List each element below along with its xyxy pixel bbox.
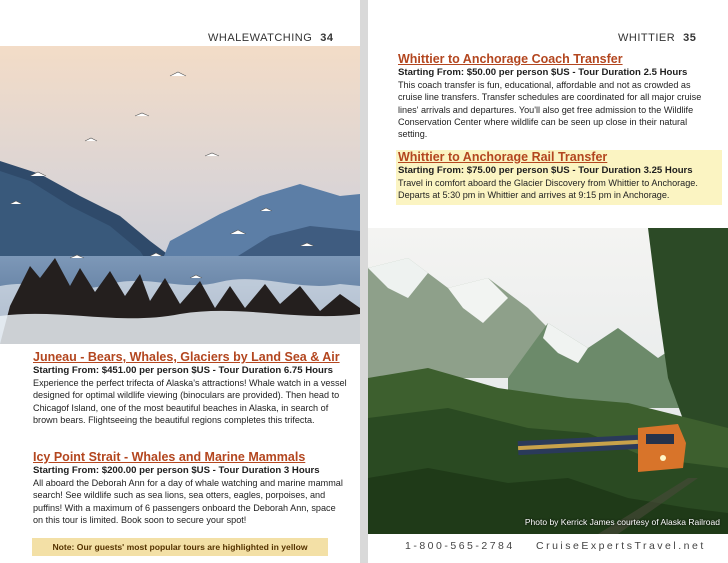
tour-details: Starting From: $200.00 per person $US - Tour Duration 3 Hours [33,465,320,476]
tour-details: Starting From: $50.00 per person $US - Tour Duration 2.5 Hours [398,67,688,78]
tour-title[interactable]: Icy Point Strait - Whales and Marine Mammals [33,450,306,464]
tour-title[interactable]: Juneau - Bears, Whales, Glaciers by Land Sea & Air [33,350,340,364]
section-title: WHALEWATCHING [208,32,313,44]
left-page [0,0,360,563]
right-page [368,0,728,563]
page-gutter [360,0,368,563]
train-photo [368,228,728,534]
tour-juneau [33,350,348,426]
tour-description: This coach transfer is fun, educational, affordable and not as crowded as cruise line transfers. Transfer schedules are coordinated for all major cruise lines' arrivals and departures. You'll also get free admission to the Wildlife Conservation Center where wildlife can be seen up close in their natural setting. [398,80,702,140]
phone-number[interactable]: 1-800-565-2784 [405,540,515,552]
page-number: 35 [683,32,697,44]
section-title: WHITTIER [618,32,676,44]
tour-icy-point [33,450,348,526]
photo-credit: Photo by Kerrick James courtesy of Alaska Railroad [524,517,720,527]
tour-description: Experience the perfect trifecta of Alaska's attractions! Whale watch in a vessel designed for optimal wildlife viewing (binoculars are provided). Then head to Chicagof Island, one of the most beautiful beaches in Alaska, in search of brown bears. Flightseeing the beautiful regions completes this trifecta. [33,378,347,425]
right-page-header [618,32,696,44]
left-page-header [208,32,334,44]
tour-description: Travel in comfort aboard the Glacier Discovery from Whittier to Anchorage. Departs at 5:30 pm in Whittier and arrives at 9:15 pm in Anchorage. [398,178,698,201]
website-link[interactable]: CruiseExpertsTravel.net [536,540,706,552]
popular-tours-note: Note: Our guests' most popular tours are highlighted in yellow [32,538,328,556]
whale-photo [0,46,360,344]
tour-rail-transfer [396,150,722,205]
tour-title[interactable]: Whittier to Anchorage Rail Transfer [398,150,608,164]
tour-title[interactable]: Whittier to Anchorage Coach Transfer [398,52,623,66]
tour-details: Starting From: $451.00 per person $US - Tour Duration 6.75 Hours [33,365,333,376]
tour-description: All aboard the Deborah Ann for a day of whale watching and marine mammal search! See wildlife such as sea lions, sea otters, eagles, porpoises, and puffins! With a maximum of 6 passengers onboard the Deborah Ann, space on this tour is limited. Book soon to secure your spot! [33,478,343,525]
tour-details: Starting From: $75.00 per person $US - Tour Duration 3.25 Hours [398,165,693,176]
tour-coach-transfer [398,52,716,140]
page-number: 34 [320,32,334,44]
